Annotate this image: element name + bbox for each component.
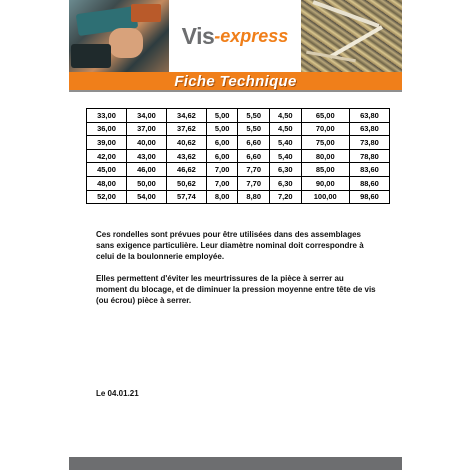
- table-cell: 52,00: [87, 190, 127, 204]
- table-cell: 7,00: [206, 163, 238, 177]
- header-divider: [69, 90, 402, 92]
- table-cell: 37,00: [126, 122, 166, 136]
- description-paragraph-2: Elles permettent d'éviter les meurtrissures de la pièce à serrer au moment du blocage, et de diminuer la pression moyenne entre tête de vis (ou écrou) pièce à serrer.: [96, 274, 376, 305]
- table-cell: 43,62: [166, 149, 206, 163]
- table-cell: 4,50: [270, 122, 302, 136]
- logo-main-text: Vis: [181, 22, 215, 49]
- table-cell: 57,74: [166, 190, 206, 204]
- footer-bar: [69, 457, 402, 470]
- table-cell: 40,62: [166, 136, 206, 150]
- table-cell: 33,00: [87, 109, 127, 123]
- table-cell: 40,00: [126, 136, 166, 150]
- table-cell: 100,00: [301, 190, 349, 204]
- document-date: Le 04.01.21: [96, 389, 139, 398]
- screws-photo: [301, 0, 402, 72]
- table-cell: 50,00: [126, 176, 166, 190]
- table-cell: 36,00: [87, 122, 127, 136]
- table-row: [87, 136, 390, 150]
- description-paragraph-1: Ces rondelles sont prévues pour être utilisées dans des assemblages sans exigence particulière. Leur diamètre nominal doit correspondre à celui de la boulonnerie employée.: [96, 230, 364, 261]
- table-cell: 73,80: [349, 136, 389, 150]
- table-cell: 83,60: [349, 163, 389, 177]
- table-cell: 7,70: [238, 163, 270, 177]
- table-cell: 43,00: [126, 149, 166, 163]
- spec-table: [86, 108, 390, 204]
- table-cell: 50,62: [166, 176, 206, 190]
- table-cell: 70,00: [301, 122, 349, 136]
- table-cell: 78,80: [349, 149, 389, 163]
- table-cell: 5,00: [206, 122, 238, 136]
- brand-logo: [169, 0, 301, 72]
- table-cell: 7,70: [238, 176, 270, 190]
- table-row: [87, 122, 390, 136]
- table-cell: 34,00: [126, 109, 166, 123]
- table-cell: 63,80: [349, 109, 389, 123]
- table-row: [87, 190, 390, 204]
- table-cell: 6,60: [238, 136, 270, 150]
- table-row: [87, 149, 390, 163]
- table-cell: 6,30: [270, 163, 302, 177]
- table-cell: 6,00: [206, 136, 238, 150]
- table-cell: 7,20: [270, 190, 302, 204]
- table-cell: 34,62: [166, 109, 206, 123]
- table-cell: 4,50: [270, 109, 302, 123]
- table-cell: 5,50: [238, 109, 270, 123]
- table-cell: 63,80: [349, 122, 389, 136]
- workshop-photo: [69, 0, 169, 72]
- table-cell: 45,00: [87, 163, 127, 177]
- banner-title: Fiche Technique: [174, 72, 297, 90]
- table-cell: 6,60: [238, 149, 270, 163]
- table-cell: 46,62: [166, 163, 206, 177]
- table-row: [87, 176, 390, 190]
- table-cell: 65,00: [301, 109, 349, 123]
- table-cell: 39,00: [87, 136, 127, 150]
- table-cell: 90,00: [301, 176, 349, 190]
- table-cell: 5,40: [270, 149, 302, 163]
- table-cell: 8,00: [206, 190, 238, 204]
- table-cell: 75,00: [301, 136, 349, 150]
- table-cell: 54,00: [126, 190, 166, 204]
- document-header: [69, 0, 402, 90]
- table-row: [87, 109, 390, 123]
- table-cell: 80,00: [301, 149, 349, 163]
- table-cell: 48,00: [87, 176, 127, 190]
- table-cell: 88,60: [349, 176, 389, 190]
- table-cell: 42,00: [87, 149, 127, 163]
- table-cell: 6,00: [206, 149, 238, 163]
- table-cell: 85,00: [301, 163, 349, 177]
- table-cell: 5,50: [238, 122, 270, 136]
- table-row: [87, 163, 390, 177]
- table-cell: 5,40: [270, 136, 302, 150]
- table-cell: 8,80: [238, 190, 270, 204]
- title-banner: [69, 72, 402, 90]
- table-cell: 7,00: [206, 176, 238, 190]
- table-cell: 5,00: [206, 109, 238, 123]
- table-cell: 37,62: [166, 122, 206, 136]
- table-cell: 46,00: [126, 163, 166, 177]
- table-cell: 6,30: [270, 176, 302, 190]
- logo-sub-text: -express: [214, 25, 289, 46]
- table-cell: 98,60: [349, 190, 389, 204]
